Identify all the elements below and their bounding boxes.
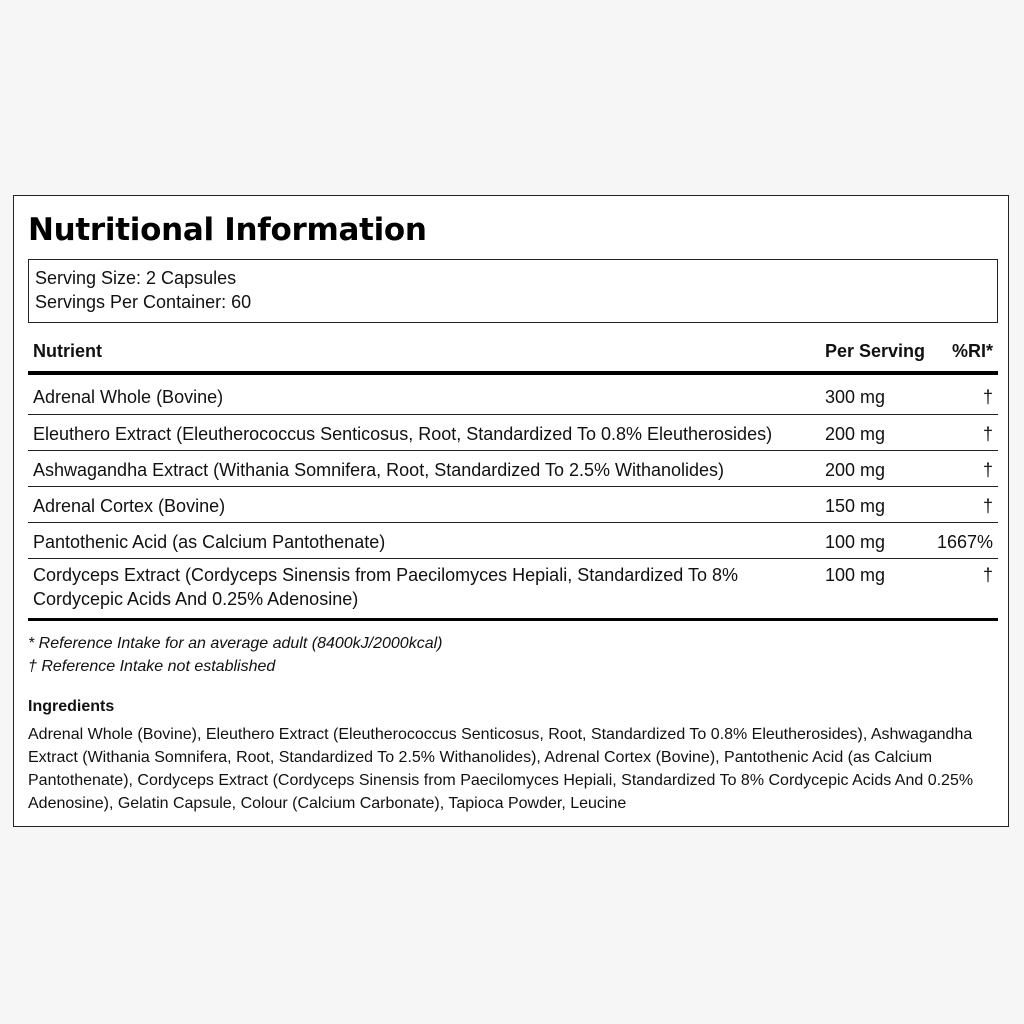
nutrient-name: Pantothenic Acid (as Calcium Pantothenate) (33, 532, 386, 552)
ri-value: † (982, 424, 993, 444)
header-nutrient: Nutrient (33, 341, 102, 361)
nutrient-name: Ashwagandha Extract (Withania Somnifera, Root, Standardized To 2.5% Withanolides) (33, 460, 725, 480)
footnotes (28, 632, 442, 678)
nutrition-panel (13, 195, 1009, 827)
per-serving-value: 300 mg (825, 387, 886, 407)
table-row (28, 375, 998, 415)
ri-value: † (982, 496, 993, 516)
per-serving-value: 200 mg (825, 424, 886, 444)
footnote-reference-intake: * Reference Intake for an average adult (8400kJ/2000kcal) (28, 635, 443, 652)
header-ri: %RI* (951, 341, 993, 361)
table-header (28, 326, 998, 375)
nutrient-name: Adrenal Cortex (Bovine) (33, 496, 226, 516)
serving-info-box (28, 259, 998, 323)
per-serving-value: 150 mg (825, 496, 886, 516)
table-row (28, 451, 998, 487)
table-row (28, 487, 998, 523)
per-serving-value: 100 mg (825, 532, 886, 552)
table-row (28, 559, 998, 621)
footnote-not-established: † Reference Intake not established (28, 658, 276, 675)
ri-value: † (982, 565, 993, 585)
table-row (28, 523, 998, 559)
serving-size: Serving Size: 2 Capsules (35, 268, 237, 288)
ri-value: † (982, 460, 993, 480)
panel-title: Nutritional Information (28, 212, 427, 248)
ingredients-text: Adrenal Whole (Bovine), Eleuthero Extract (Eleutherococcus Senticosus, Root, Standardized To 0.8% Eleutherosides), Ashwagandha Extract (Withania Somnifera, Root, Standardized To 2.5% Withanolides), Adrenal Cortex (Bovine), Pantothenic Acid (as Calcium Pantothenate), Cordyceps Extract (Cordyceps Sinensis from Paecilomyces Hepiali, Standardized To 8% Cordycepic Acids And 0.25% Adenosine), Gelatin Capsule, Colour (Calcium Carbonate), Tapioca Powder, Leucine (28, 726, 974, 812)
nutrient-name: Adrenal Whole (Bovine) (33, 387, 224, 407)
servings-per-container: Servings Per Container: 60 (35, 292, 252, 312)
ri-value: † (982, 387, 993, 407)
ri-value: 1667% (936, 532, 993, 552)
per-serving-value: 100 mg (825, 565, 886, 585)
nutrient-name: Eleuthero Extract (Eleutherococcus Senticosus, Root, Standardized To 0.8% Eleutherosides) (33, 424, 773, 444)
per-serving-value: 200 mg (825, 460, 886, 480)
ingredients-heading: Ingredients (28, 698, 115, 715)
table-row (28, 415, 998, 451)
nutrient-table (28, 326, 998, 621)
header-per-serving: Per Serving (825, 341, 926, 361)
nutrient-name: Cordyceps Extract (Cordyceps Sinensis from Paecilomyces Hepiali, Standardized To 8% Cordycepic Acids And 0.25% Adenosine) (33, 565, 738, 609)
